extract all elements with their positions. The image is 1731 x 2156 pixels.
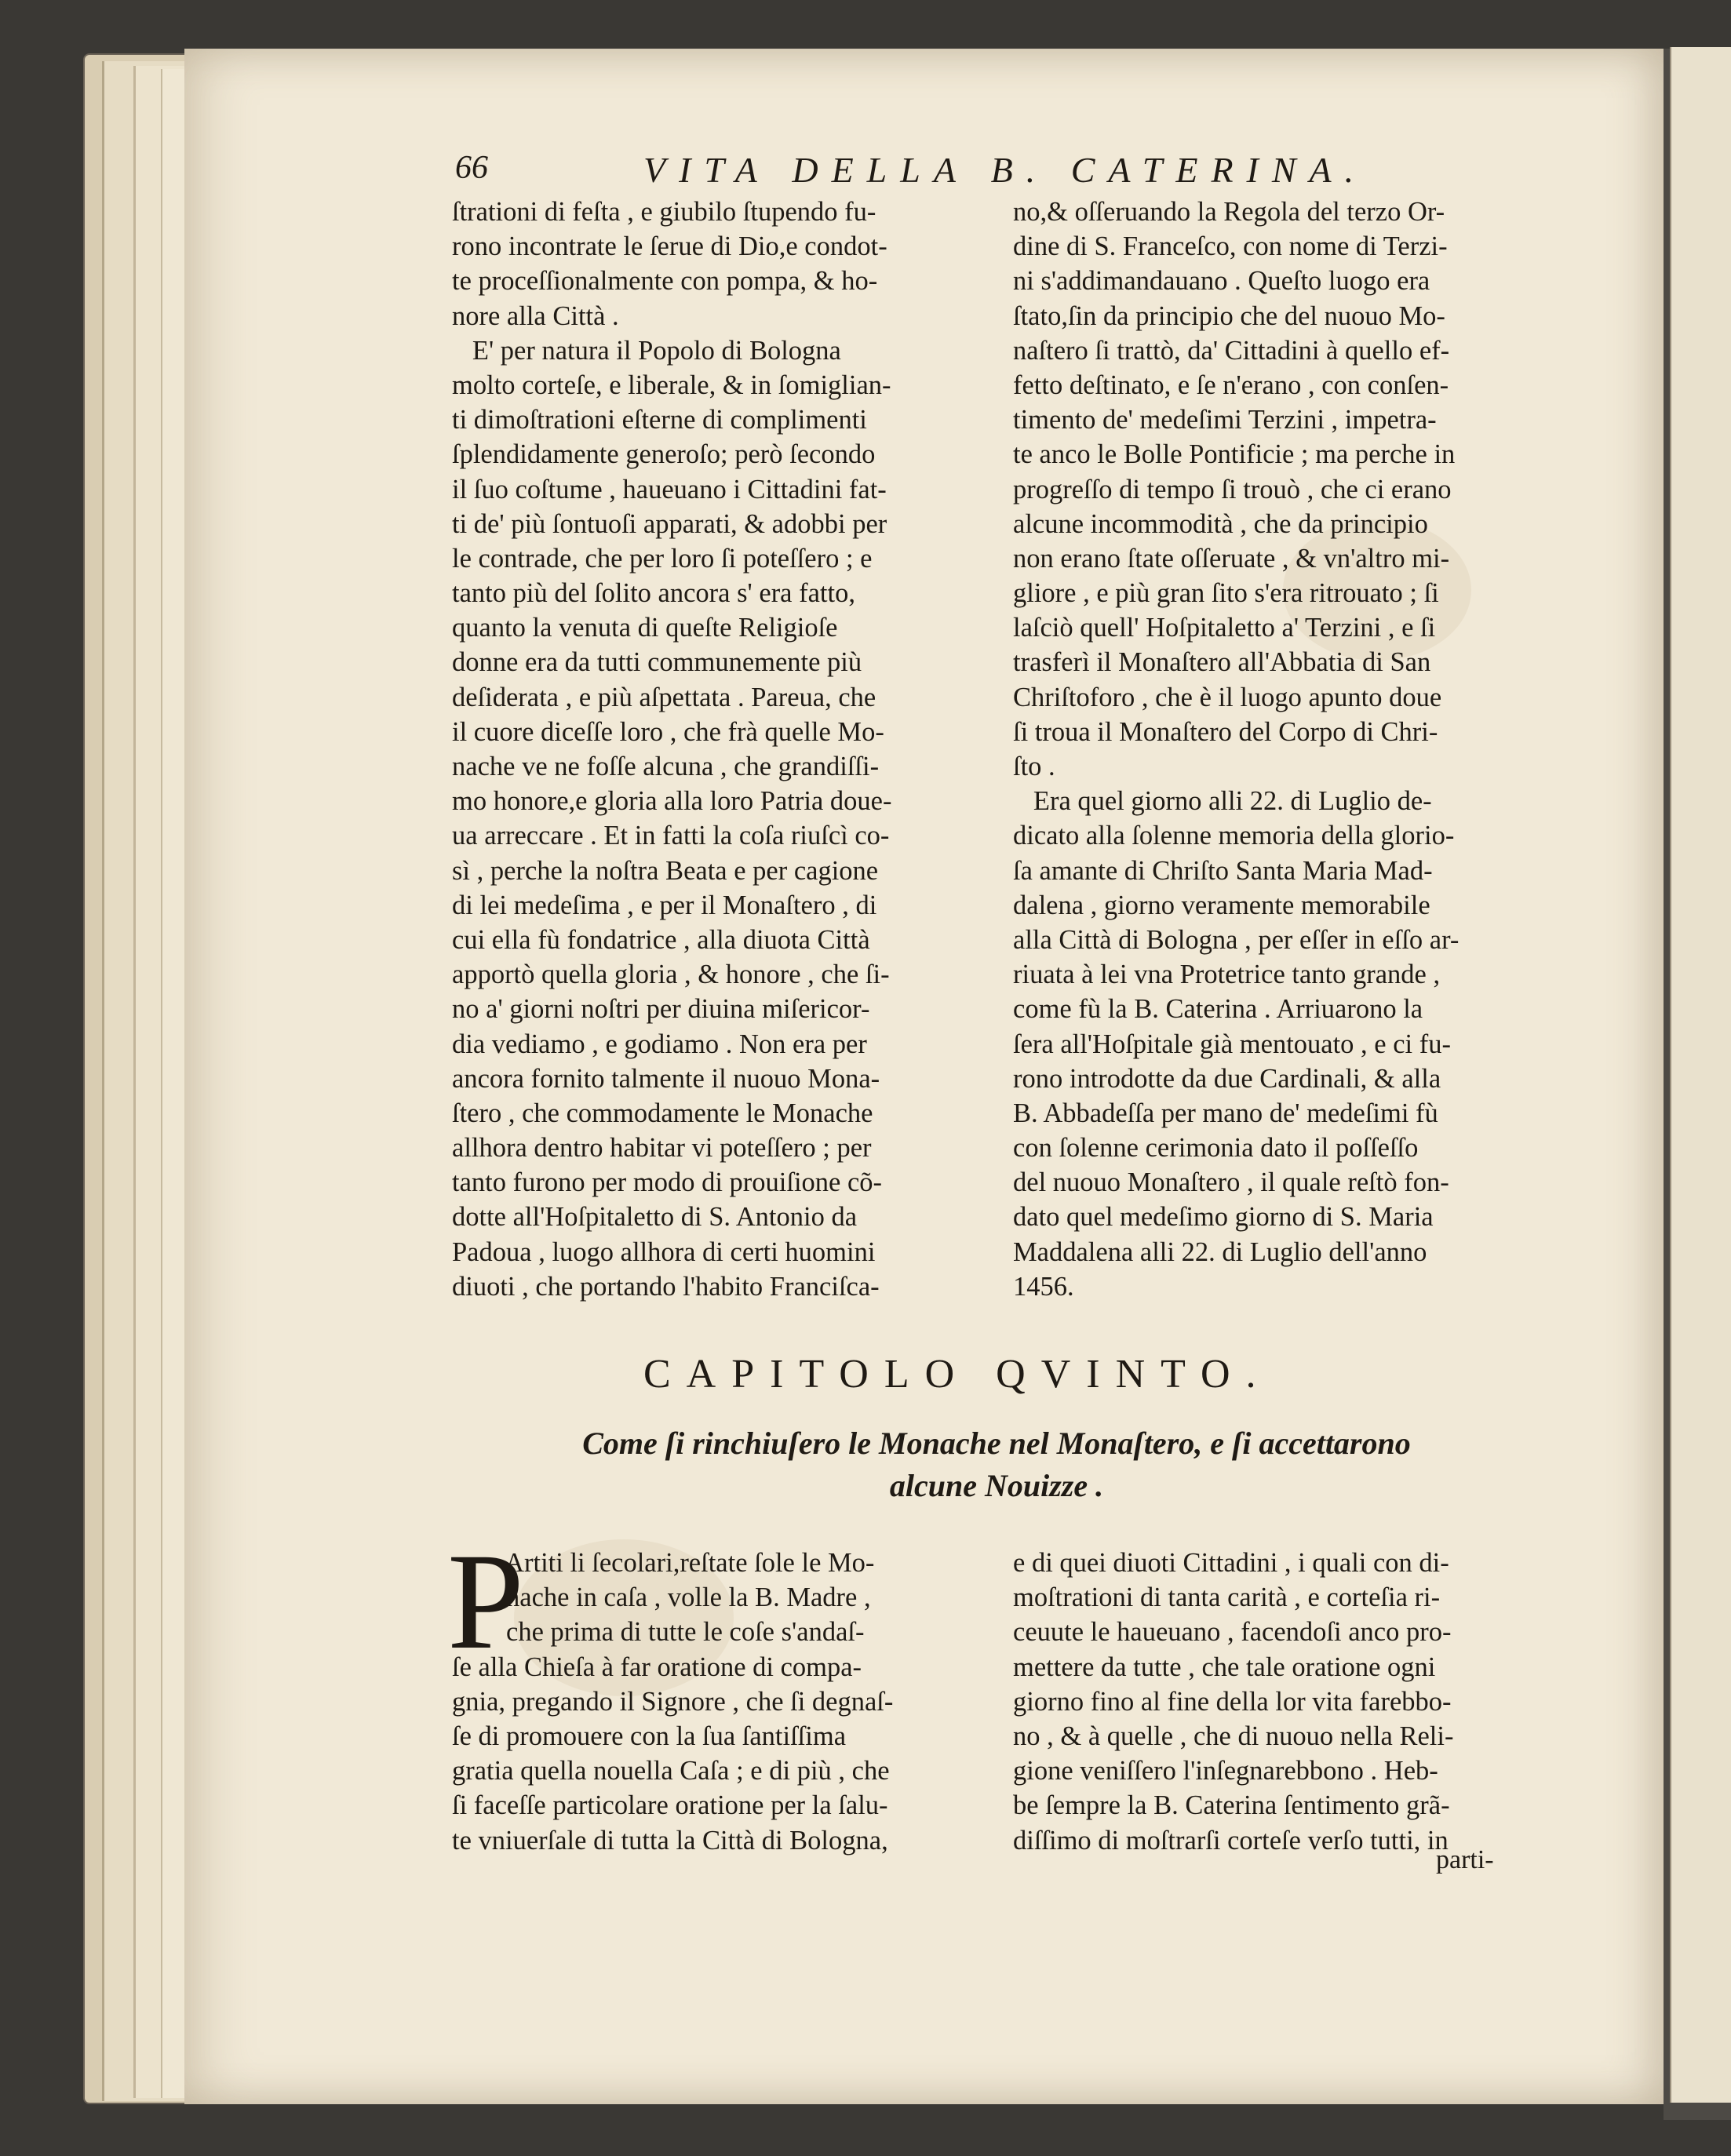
- text-line: trasferì il Monaſtero all'Abbatia di San: [1013, 647, 1431, 678]
- text-line: ni s'addimandauano . Queſto luogo era: [1013, 266, 1430, 297]
- text-line: non erano ſtate oſſeruate , & vn'altro mi-: [1013, 543, 1450, 574]
- text-line: Era quel giorno alli 22. di Luglio de-: [1013, 786, 1432, 817]
- text-line: il ſuo coſtume , haueuano i Cittadini fat-: [452, 474, 887, 504]
- text-line: ſtato,ſin da principio che del nuouo Mo-: [1013, 300, 1445, 331]
- text-line: dicato alla ſolenne memoria della glorio-: [1013, 821, 1455, 851]
- text-line: alla Città di Bologna , per eſſer in eſſo ar-: [1013, 924, 1460, 955]
- text-line: ti de' più ſontuoſi apparati, & adobbi per: [452, 508, 887, 539]
- text-line: di lei medeſima , e per il Monaſtero , di: [452, 890, 877, 920]
- text-line: ceuute le haueuano , facendoſi anco pro-: [1013, 1617, 1452, 1648]
- text-line: mo honore,e gloria alla loro Patria doue-: [452, 786, 892, 817]
- text-line: B. Abbadeſſa per mano de' medeſimi fù: [1013, 1098, 1438, 1128]
- chapter-title: CAPITOLO QVINTO.: [643, 1352, 1272, 1397]
- text-line: nore alla Città .: [452, 300, 619, 331]
- text-line: 1456.: [1013, 1271, 1074, 1302]
- text-line: ſi faceſſe particolare oratione per la ſalu-: [452, 1790, 888, 1821]
- text-line: Maddalena alli 22. di Luglio dell'anno: [1013, 1236, 1427, 1267]
- text-line: progreſſo di tempo ſi trouò , che ci erano: [1013, 474, 1452, 504]
- text-line: te vniuerſale di tutta la Città di Bologna,: [452, 1825, 888, 1856]
- text-line: tanto furono per modo di prouiſione cõ-: [452, 1167, 883, 1198]
- running-title: VITA DELLA B. CATERINA.: [643, 150, 1368, 190]
- text-line: il cuore diceſſe loro , che frà quelle Mo-: [452, 716, 884, 747]
- text-line: quanto la venuta di queſte Religioſe: [452, 613, 838, 643]
- text-line: rono introdotte da due Cardinali, & alla: [1013, 1063, 1441, 1094]
- text-line: tanto più del ſolito ancora s' era fatto,: [452, 578, 855, 609]
- text-line: E' per natura il Popolo di Bologna: [452, 335, 841, 366]
- text-line: ſtrationi di feſta , e giubilo ſtupendo fu-: [452, 197, 876, 227]
- text-line: ſtero , che commodamente le Monache: [452, 1098, 873, 1128]
- text-line: no a' giorni noſtri per diuina miſericor-: [452, 994, 870, 1025]
- text-line: ſera all'Hoſpitale già mentouato , e ci fu-: [1013, 1029, 1451, 1059]
- text-line: mettere da tutte , che tale oratione ogni: [1013, 1652, 1436, 1682]
- text-line: cui ella fù fondatrice , alla diuota Città: [452, 924, 870, 955]
- text-line: ua arreccare . Et in fatti la coſa riuſcì co-: [452, 821, 890, 851]
- text-line: fetto deſtinato, e ſe n'erano , con conſen-: [1013, 370, 1449, 400]
- text-line: dine di S. Franceſco, con nome di Terzi-: [1013, 231, 1448, 262]
- text-column-top-right: [1013, 195, 1531, 1304]
- text-line: gliore , e più gran ſito s'era ritrouato ; ſi: [1013, 578, 1439, 609]
- text-line: donne era da tutti communemente più: [452, 647, 862, 678]
- drop-cap: P: [447, 1525, 524, 1678]
- text-line: ſi troua il Monaſtero del Corpo di Chri-: [1013, 716, 1438, 747]
- text-line: no , & à quelle , che di nuouo nella Reli-: [1013, 1721, 1454, 1751]
- text-line: dato quel medeſimo giorno di S. Maria: [1013, 1202, 1434, 1233]
- text-line: con ſolenne cerimonia dato il poſſeſſo: [1013, 1133, 1419, 1164]
- running-head: [455, 149, 1538, 188]
- text-line: no,& oſſeruando la Regola del terzo Or-: [1013, 197, 1445, 227]
- text-line: che prima di tutte le coſe s'andaſ-: [452, 1617, 865, 1648]
- facing-page-edge: [1670, 47, 1731, 2103]
- text-line: gratia quella nouella Caſa ; e di più , che: [452, 1756, 890, 1786]
- text-line: rono incontrate le ſerue di Dio,e condot-: [452, 231, 887, 262]
- text-line: diſſimo di moſtrarſi corteſe verſo tutti, in: [1013, 1825, 1449, 1856]
- text-line: gnia, pregando il Signore , che ſi degnaſ-: [452, 1686, 894, 1717]
- text-line: ti dimoſtrationi eſterne di complimenti: [452, 405, 867, 435]
- text-line: diuoti , che portando l'habito Franciſca-: [452, 1271, 880, 1302]
- text-column-bottom-left: [452, 1546, 970, 1858]
- text-line: del nuouo Monaſtero , il quale reſtò fon-: [1013, 1167, 1449, 1198]
- text-line: Artiti li ſecolari,reſtate ſole le Mo-: [452, 1548, 875, 1578]
- text-column-bottom-right: [1013, 1546, 1531, 1858]
- text-line: allhora dentro habitar vi poteſſero ; per: [452, 1133, 872, 1164]
- page-number: 66: [455, 150, 488, 186]
- text-line: ancora fornito talmente il nuouo Mona-: [452, 1063, 880, 1094]
- text-line: laſciò quell' Hoſpitaletto a' Terzini , e ſi: [1013, 613, 1436, 643]
- text-line: nache ve ne foſſe alcuna , che grandiſſi-: [452, 752, 880, 781]
- catchword: parti-: [1436, 1845, 1494, 1874]
- text-line: naſtero ſi trattò, da' Cittadini à quello ef-: [1013, 335, 1450, 366]
- text-line: molto corteſe, e liberale, & in ſomiglian-: [452, 370, 891, 400]
- text-line: dalena , giorno veramente memorabile: [1013, 890, 1430, 920]
- text-column-top-left: [452, 195, 970, 1304]
- text-line: e di quei diuoti Cittadini , i quali con di-: [1013, 1548, 1449, 1578]
- chapter-subtitle: Come ſi rinchiuſero le Monache nel Monaſtero, e ſi accettarono: [582, 1426, 1411, 1461]
- text-line: ſe di promouere con la ſua ſantiſſima: [452, 1721, 847, 1751]
- text-line: deſiderata , e più aſpettata . Pareua, che: [452, 682, 876, 712]
- text-line: sì , perche la noſtra Beata e per cagione: [452, 855, 879, 886]
- text-line: te proceſſionalmente con pompa, & ho-: [452, 266, 878, 297]
- text-line: dotte all'Hoſpitaletto di S. Antonio da: [452, 1202, 858, 1233]
- text-line: apportò quella gloria , & honore , che ſi-: [452, 960, 890, 990]
- text-line: le contrade, che per loro ſi poteſſero ; e: [452, 543, 873, 574]
- text-line: timento de' medeſimi Terzini , impetra-: [1013, 405, 1437, 435]
- text-line: Chriſtoforo , che è il luogo apunto doue: [1013, 682, 1442, 712]
- text-line: Padoua , luogo allhora di certi huomini: [452, 1236, 876, 1267]
- text-line: giorno fino al fine della lor vita farebbo-: [1013, 1686, 1452, 1717]
- chapter-subtitle: alcune Nouizze .: [889, 1468, 1104, 1503]
- text-line: moſtrationi di tanta carità , e corteſia ri-: [1013, 1582, 1441, 1613]
- text-line: come fù la B. Caterina . Arriuarono la: [1013, 994, 1423, 1025]
- text-line: ſe alla Chieſa à far oratione di compa-: [452, 1652, 862, 1682]
- text-line: be ſempre la B. Caterina ſentimento grã-: [1013, 1790, 1450, 1821]
- text-line: nache in caſa , volle la B. Madre ,: [452, 1582, 871, 1613]
- text-line: riuata à lei vna Protetrice tanto grande ,: [1013, 960, 1441, 990]
- text-line: te anco le Bolle Pontificie ; ma perche in: [1013, 439, 1456, 470]
- text-line: ſa amante di Chriſto Santa Maria Mad-: [1013, 855, 1433, 886]
- text-line: alcune incommodità , che da principio: [1013, 508, 1428, 539]
- text-line: gione veniſſero l'inſegnarebbono . Heb-: [1013, 1756, 1438, 1786]
- text-line: ſplendidamente generoſo; però ſecondo: [452, 439, 876, 470]
- text-line: ſto .: [1013, 752, 1055, 781]
- text-line: dia vediamo , e godiamo . Non era per: [452, 1029, 867, 1059]
